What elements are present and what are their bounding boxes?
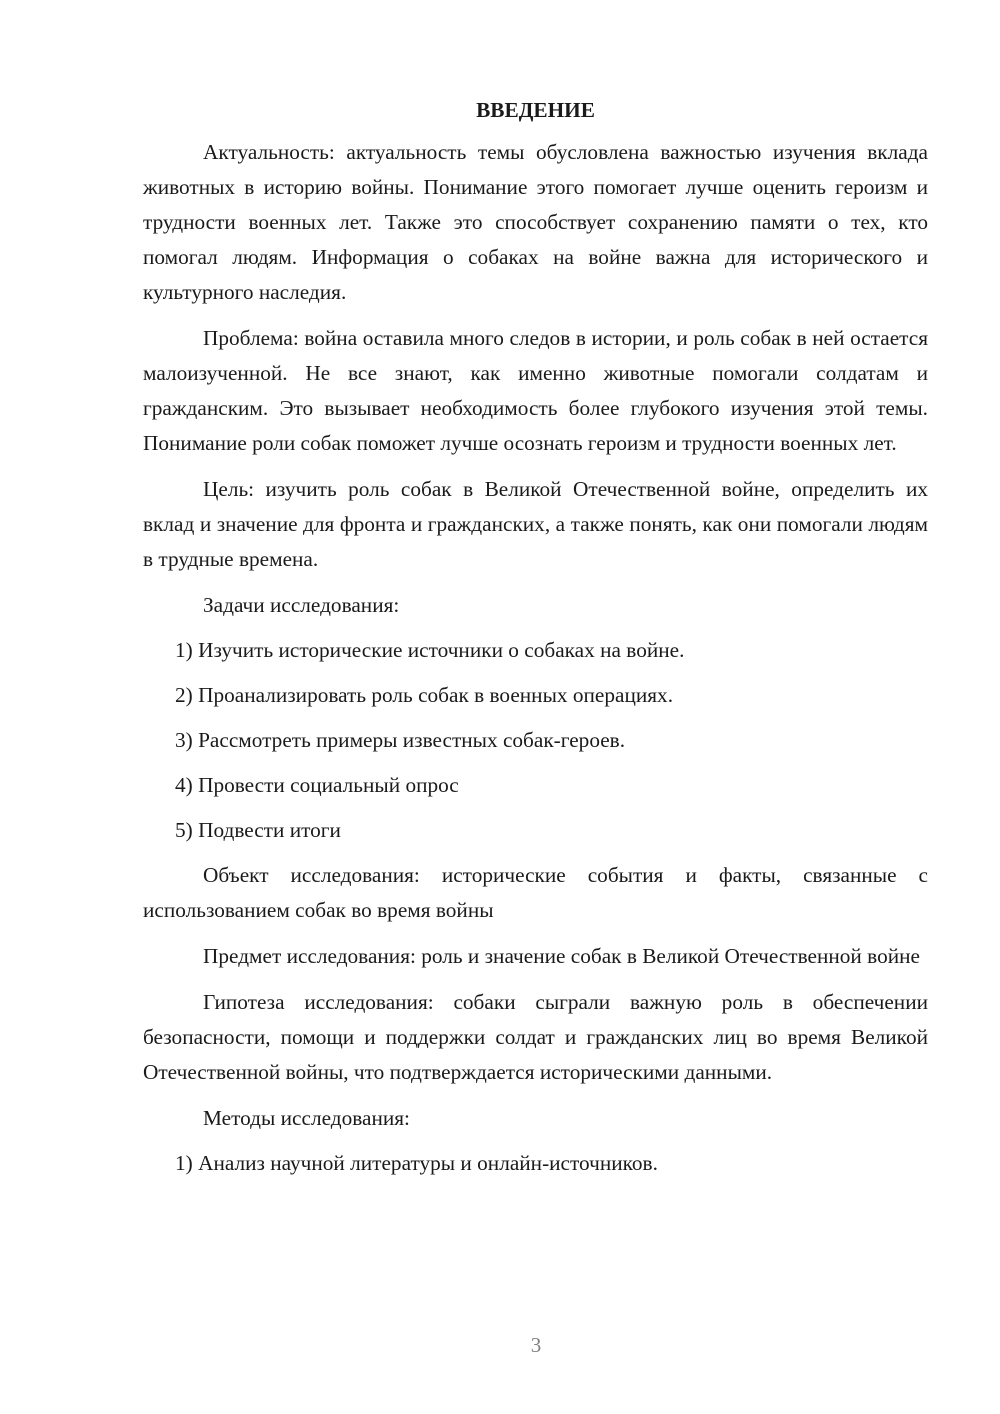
paragraph-goal: Цель: изучить роль собак в Великой Отечественной войне, определить их вклад и значение для фронта и гражданских, а также понять, как они помогали людям в трудные времена. — [143, 477, 928, 571]
task-item: 3) Рассмотреть примеры известных собак-героев. — [175, 728, 626, 752]
page-title: ВВЕДЕНИЕ — [476, 98, 595, 122]
method-item: 1) Анализ научной литературы и онлайн-источников. — [175, 1151, 658, 1175]
page-number: 3 — [530, 1333, 542, 1357]
paragraph-problem: Проблема: война оставила много следов в истории, и роль собак в ней остается малоизученной. Не все знают, как именно животные помогали солдатам и гражданским. Это вызывает необходимость более глубокого изучения этой темы. Понимание роли собак поможет лучше осознать героизм и трудности военных лет. — [143, 326, 928, 455]
tasks-heading: Задачи исследования: — [203, 593, 400, 617]
document-page — [143, 93, 928, 1191]
task-item: 5) Подвести итоги — [175, 818, 341, 842]
task-item: 1) Изучить исторические источники о собаках на войне. — [175, 638, 685, 662]
task-item: 4) Провести социальный опрос — [175, 773, 459, 797]
methods-heading: Методы исследования: — [203, 1106, 410, 1130]
task-item: 2) Проанализировать роль собак в военных операциях. — [175, 683, 674, 707]
paragraph-hypothesis: Гипотеза исследования: собаки сыграли важную роль в обеспечении безопасности, помощи и поддержки солдат и гражданских лиц во время Великой Отечественной войны, что подтверждается историческими данными. — [143, 990, 928, 1084]
paragraph-relevance: Актуальность: актуальность темы обусловлена важностью изучения вклада животных в историю войны. Понимание этого помогает лучше оценить героизм и трудности военных лет. Также это способствует сохранению памяти о тех, кто помогал людям. Информация о собаках на войне важна для исторического и культурного наследия. — [143, 140, 928, 304]
paragraph-object: Объект исследования: исторические события и факты, связанные с использованием собак во время войны — [143, 863, 928, 922]
paragraph-subject: Предмет исследования: роль и значение собак в Великой Отечественной войне — [203, 944, 920, 968]
